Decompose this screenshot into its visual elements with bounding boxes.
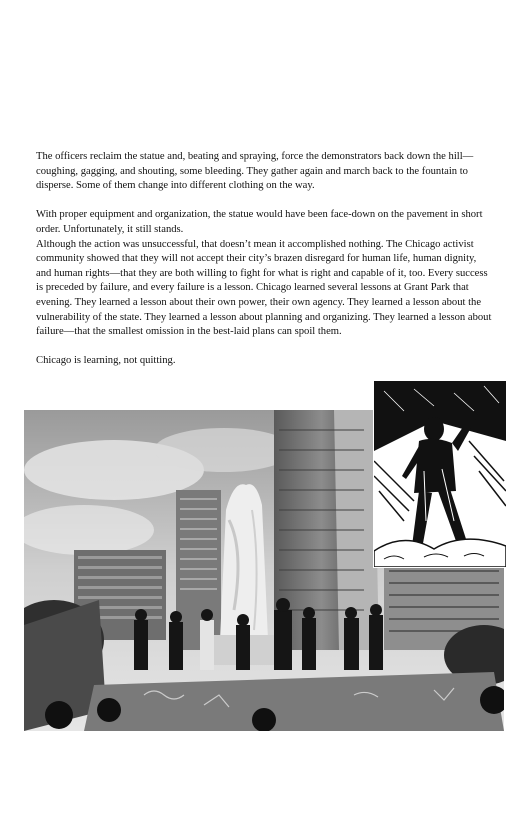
paragraph-4: Chicago is learning, not quitting. <box>36 355 176 367</box>
paragraph-2: With proper equipment and organization, the statue would have been face-down on the pavement in short order. Unfortunately, it still stands. <box>36 209 483 235</box>
paragraph-gap <box>36 340 494 355</box>
paragraph-gap <box>36 194 494 209</box>
paragraph-3: Although the action was unsuccessful, that doesn’t mean it accomplished nothing. The Chicago activist community showed that they will not accept their city’s brazen disregard for human life, human dignity, and human rights—that they are both willing to fight for what is right and capable of it, too. Every success is preceded by failure, and every failure is a lesson. Chicago learned several lessons at Grant Park that evening. They learned a lesson about their own power, their own agency. They learned a lesson about the vulnerability of the state. They learned a lesson about planning and organizing. They learned a lesson about failure—that the smallest omission in the best-laid plans can spoil them. <box>36 238 492 338</box>
ink-illustration-graphic <box>374 381 506 567</box>
paragraph-1: The officers reclaim the statue and, beating and spraying, force the demonstrators back down the hill—coughing, gagging, and shouting, some bleeding. They gather again and march back to the fountain to disperse. Some of them change into different clothing on the way. <box>36 151 474 192</box>
article-text <box>36 150 494 369</box>
ink-illustration <box>373 380 507 568</box>
